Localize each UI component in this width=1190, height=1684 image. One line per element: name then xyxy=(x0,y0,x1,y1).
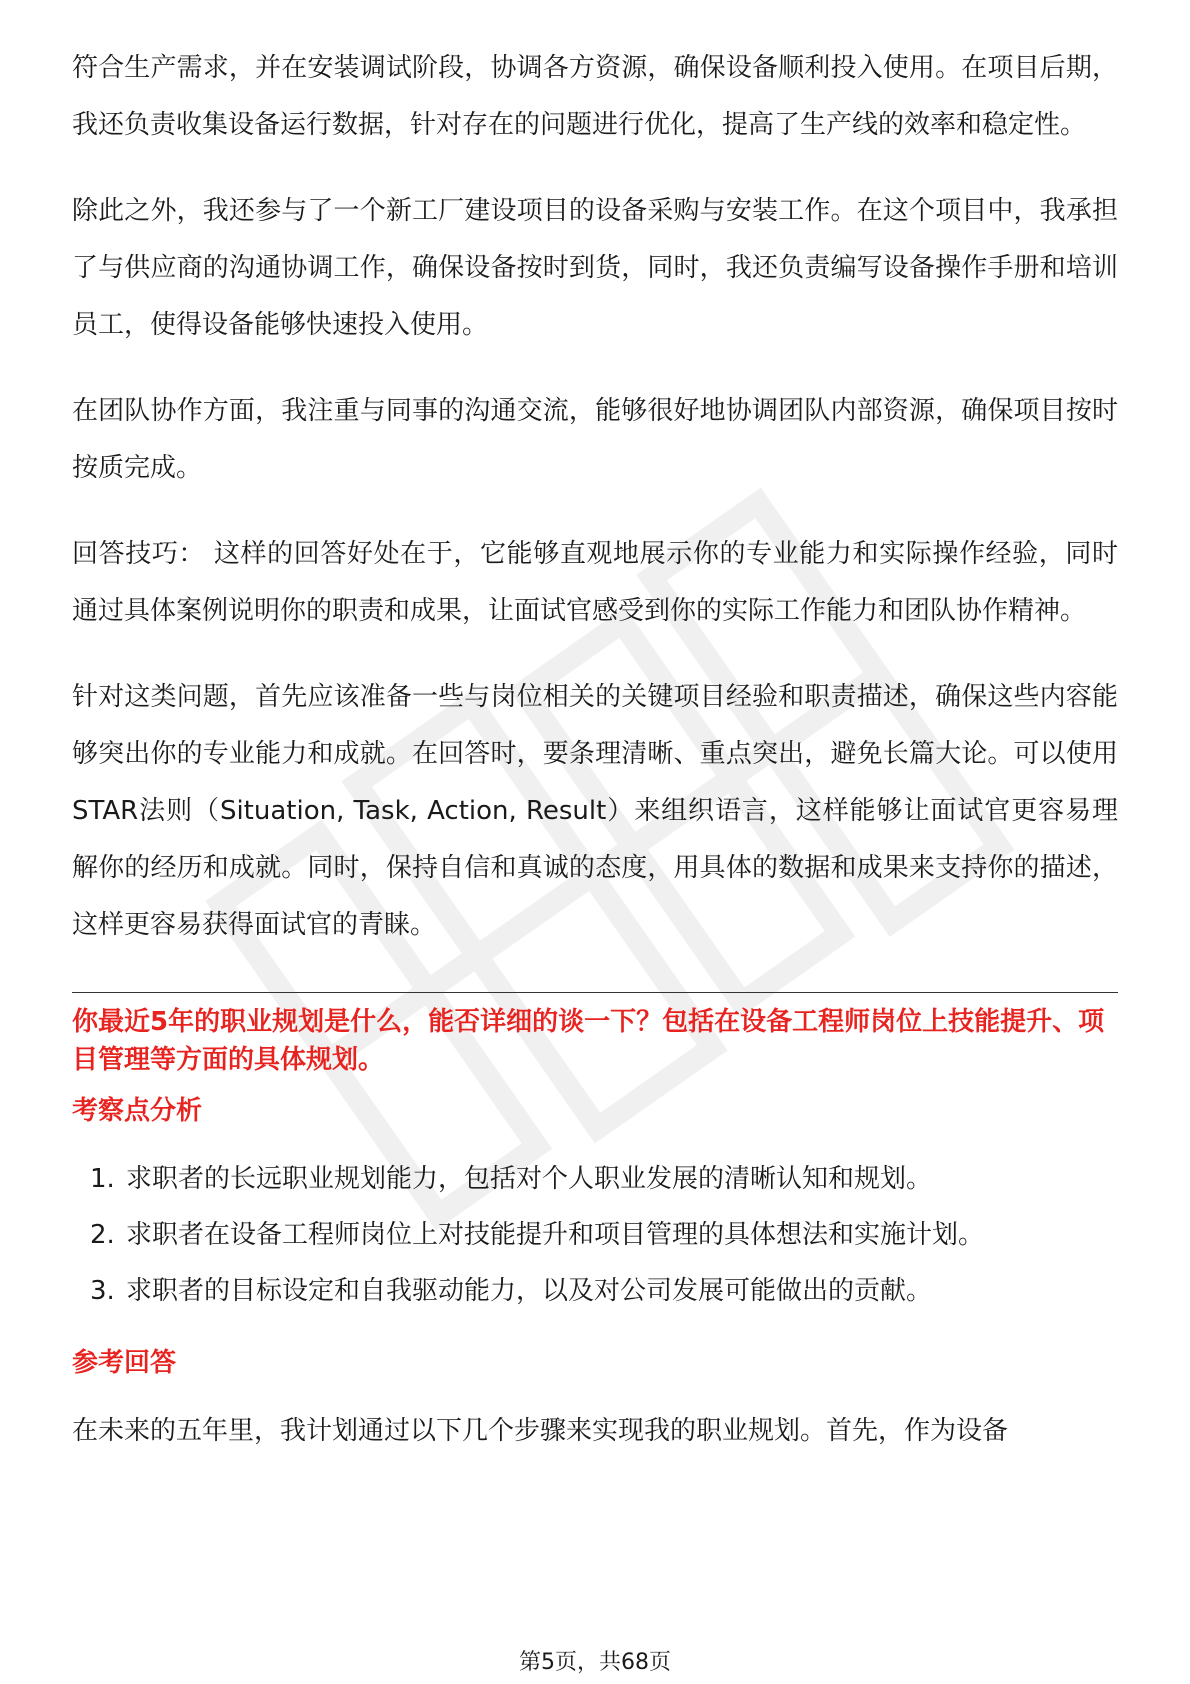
document-page xyxy=(72,40,1118,1489)
paragraph-teamwork: 在团队协作方面，我注重与同事的沟通交流，能够很好地协调团队内部资源，确保项目按时按质完成。 xyxy=(72,396,1118,483)
list-item xyxy=(90,1263,1118,1319)
list-item-number: 1. xyxy=(90,1164,115,1194)
list-item-number: 2. xyxy=(90,1220,115,1250)
section-divider xyxy=(72,992,1118,993)
analysis-heading: 考察点分析 xyxy=(72,1096,203,1126)
list-item-number: 3. xyxy=(90,1276,115,1306)
paragraph-project-later: 符合生产需求，并在安装调试阶段，协调各方资源，确保设备顺利投入使用。在项目后期，我还负责收集设备运行数据，针对存在的问题进行优化，提高了生产线的效率和稳定性。 xyxy=(72,53,1118,140)
list-item xyxy=(90,1151,1118,1207)
paragraph-answer-tips: 回答技巧： 这样的回答好处在于，它能够直观地展示你的专业能力和实际操作经验，同时通过具体案例说明你的职责和成果，让面试官感受到你的实际工作能力和团队协作精神。 xyxy=(72,539,1118,626)
paragraph-advice: 针对这类问题，首先应该准备一些与岗位相关的关键项目经验和职责描述，确保这些内容能够突出你的专业能力和成就。在回答时，要条理清晰、重点突出，避免长篇大论。可以使用STAR法则（Situation, Task, Action, Result）来组织语言，这样能够让面试官更容易理解你的经历和成就。同时，保持自信和真诚的态度，用具体的数据和成果来支持你的描述，这样更容易获得面试官的青睐。 xyxy=(72,682,1118,940)
list-item-text: 求职者的长远职业规划能力，包括对个人职业发展的清晰认知和规划。 xyxy=(126,1164,933,1194)
analysis-list xyxy=(72,1151,1118,1319)
paragraph-new-factory: 除此之外，我还参与了一个新工厂建设项目的设备采购与安装工作。在这个项目中，我承担了与供应商的沟通协调工作，确保设备按时到货，同时，我还负责编写设备操作手册和培训员工，使得设备能够快速投入使用。 xyxy=(72,196,1118,340)
page-footer: 第5页，共68页 xyxy=(519,1650,671,1675)
list-item xyxy=(90,1207,1118,1263)
answer-paragraph: 在未来的五年里，我计划通过以下几个步骤来实现我的职业规划。首先，作为设备 xyxy=(72,1416,1009,1446)
list-item-text: 求职者在设备工程师岗位上对技能提升和项目管理的具体想法和实施计划。 xyxy=(126,1220,985,1250)
answer-heading: 参考回答 xyxy=(72,1348,177,1378)
question-title: 你最近5年的职业规划是什么，能否详细的谈一下？包括在设备工程师岗位上技能提升、项目管理等方面的具体规划。 xyxy=(72,1007,1105,1075)
list-item-text: 求职者的目标设定和自我驱动能力，以及对公司发展可能做出的贡献。 xyxy=(126,1276,933,1306)
